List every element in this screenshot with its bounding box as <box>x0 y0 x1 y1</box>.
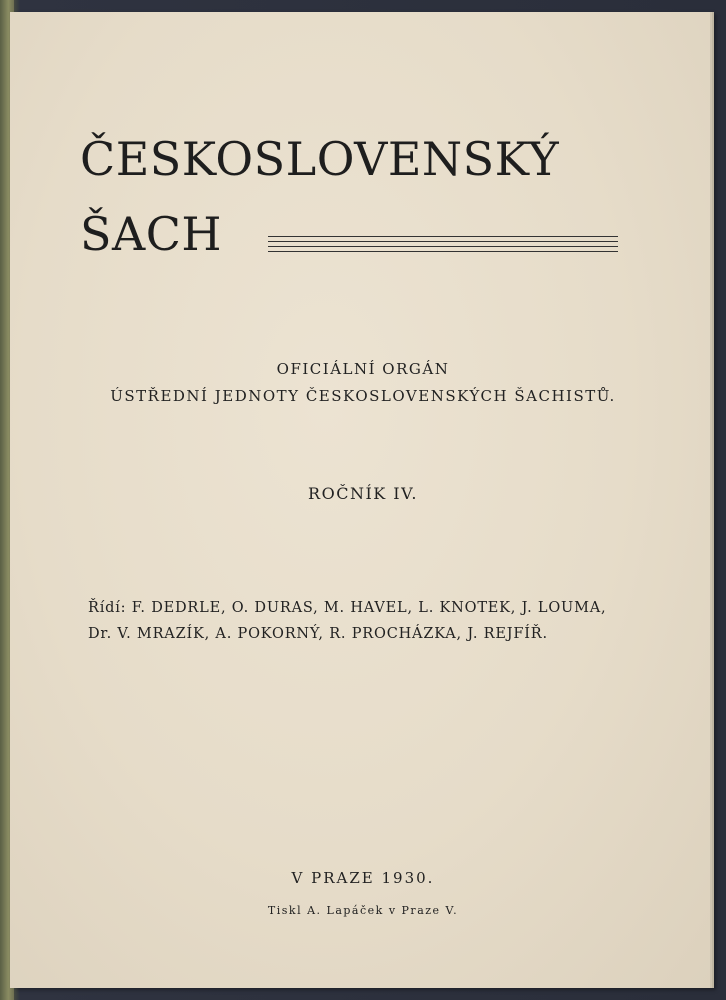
decorative-rule <box>268 236 618 260</box>
title-line-1: ČESKOSLOVENSKÝ <box>80 132 560 186</box>
place-year: V PRAZE 1930. <box>291 869 435 887</box>
volume-label: ROČNÍK IV. <box>308 484 418 503</box>
editors-line-1: Řídí: F. DEDRLE, O. DURAS, M. HAVEL, L. KNOTEK, J. LOUMA, <box>88 600 607 616</box>
subtitle-line-2: ÚSTŘEDNÍ JEDNOTY ČESKOSLOVENSKÝCH ŠACHISTŮ. <box>110 387 616 405</box>
subtitle-line-1: OFICIÁLNÍ ORGÁN <box>276 360 450 378</box>
title-line-2: ŠACH <box>80 207 223 261</box>
printer-imprint: Tiskl A. Lapáček v Praze V. <box>267 904 459 917</box>
editors-line-2: Dr. V. MRAZÍK, A. POKORNÝ, R. PROCHÁZKA, J. REJFÍŘ. <box>88 626 548 642</box>
